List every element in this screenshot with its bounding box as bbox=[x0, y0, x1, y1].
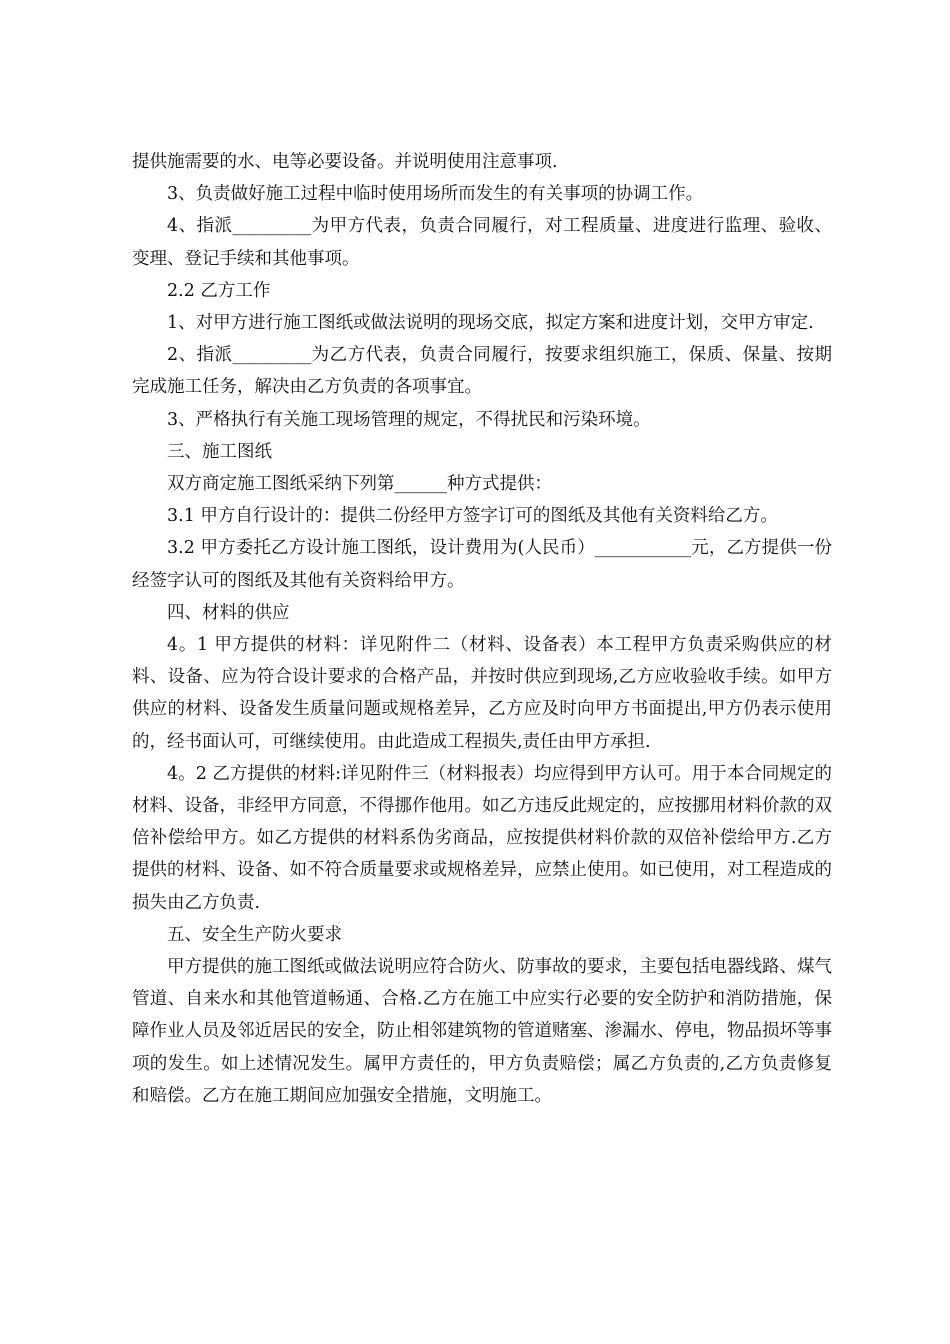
paragraph: 3、负责做好施工过程中临时使用场所而发生的有关事项的协调工作。 bbox=[167, 184, 704, 205]
paragraph: 3、严格执行有关施工现场管理的规定，不得扰民和污染环境。 bbox=[167, 409, 651, 430]
paragraph: 3.2 甲方委托乙方设计施工图纸，设计费用为(人民币）___________元，乙方提供一份经签字认可的图纸及其他有关资料给甲方。 bbox=[132, 538, 832, 591]
document-body bbox=[132, 146, 832, 1112]
paragraph: 提供施需要的水、电等必要设备。并说明使用注意事项. bbox=[132, 152, 558, 172]
section-heading: 2.2 乙方工作 bbox=[167, 280, 271, 301]
paragraph: 4、指派_________为甲方代表，负责合同履行，对工程质量、进度进行监理、验收、变理、登记手续和其他事项。 bbox=[132, 216, 832, 269]
section-heading: 三、施工图纸 bbox=[167, 441, 272, 462]
paragraph: 3.1 甲方自行设计的：提供二份经甲方签字订可的图纸及其他有关资料给乙方。 bbox=[167, 506, 778, 527]
paragraph: 4。2 乙方提供的材料:详见附件三（材料报表）均应得到甲方认可。用于本合同规定的材料、设备，非经甲方同意，不得挪作他用。如乙方违反此规定的，应按挪用材料价款的双倍补偿给甲方。如乙方提供的材料系伪劣商品，应按提供材料价款的双倍补偿给甲方.乙方提供的材料、设备、如不符合质量要求或规格差异，应禁止使用。如已使用，对工程造成的损失由乙方负责. bbox=[132, 763, 832, 913]
paragraph: 1、对甲方进行施工图纸或做法说明的现场交底，拟定方案和进度计划，交甲方审定. bbox=[167, 313, 814, 334]
section-heading: 四、材料的供应 bbox=[167, 602, 290, 623]
paragraph: 4。1 甲方提供的材料：详见附件二（材料、设备表）本工程甲方负责采购供应的材料、设备、应为符合设计要求的合格产品，并按时供应到现场,乙方应收验收手续。如甲方供应的材料、设备发生质量问题或规格差异，乙方应及时向甲方书面提出,甲方仍表示使用的，经书面认可，可继续使用。由此造成工程损失,责任由甲方承担. bbox=[132, 635, 832, 752]
section-heading: 五、安全生产防火要求 bbox=[167, 924, 342, 945]
paragraph: 甲方提供的施工图纸或做法说明应符合防火、防事故的要求，主要包括电器线路、煤气管道、自来水和其他管道畅通、合格.乙方在施工中应实行必要的安全防护和消防措施，保障作业人员及邻近居民的安全，防止相邻建筑物的管道赌塞、渗漏水、停电，物品损坏等事项的发生。如上述情况发生。属甲方责任的，甲方负责赔偿；属乙方负责的,乙方负责修复和赔偿。乙方在施工期间应加强安全措施，文明施工。 bbox=[132, 957, 832, 1106]
paragraph: 双方商定施工图纸采纳下列第______种方式提供： bbox=[167, 474, 552, 495]
paragraph: 2、指派_________为乙方代表，负责合同履行，按要求组织施工，保质、保量、按期完成施工任务，解决由乙方负责的各项事宜。 bbox=[132, 345, 832, 398]
